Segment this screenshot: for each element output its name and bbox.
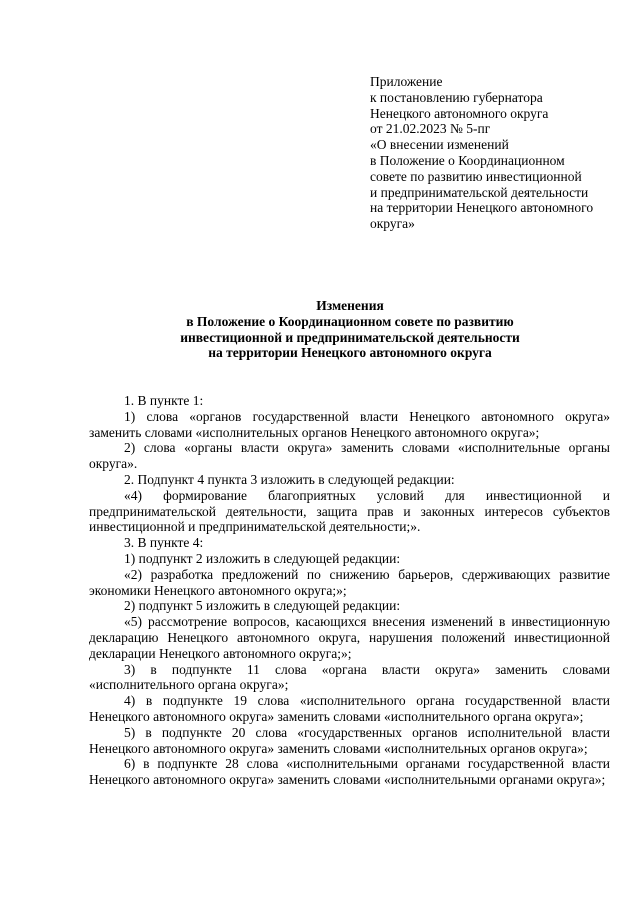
document-title bbox=[90, 298, 610, 361]
body-paragraph: 3. В пункте 4: bbox=[124, 535, 204, 551]
body-paragraph: 1) слова «органов государственной власти Ненецкого автономного округа» заменить словами «исполнительных органов Ненецкого автономного округа»; bbox=[89, 408, 610, 440]
body-paragraph: 2) подпункт 5 изложить в следующей редакции: bbox=[124, 598, 401, 614]
appendix-line: Приложение bbox=[370, 74, 443, 89]
document-body bbox=[89, 393, 610, 788]
body-paragraph: 5) в подпункте 20 слова «государственных органов исполнительной власти Ненецкого автономного округа» заменить словами «исполнительных органов округа»; bbox=[89, 724, 610, 756]
body-paragraph: 1) подпункт 2 изложить в следующей редакции: bbox=[124, 550, 401, 566]
appendix-line: совете по развитию инвестиционной bbox=[370, 168, 582, 184]
appendix-line: на территории Ненецкого автономного bbox=[370, 200, 594, 216]
appendix-line: от 21.02.2023 № 5-пг bbox=[370, 121, 491, 137]
appendix-header bbox=[370, 74, 630, 232]
title-line: в Положение о Координационном совете по развитию bbox=[186, 313, 514, 329]
appendix-line: и предпринимательской деятельности bbox=[370, 184, 589, 200]
appendix-line: «О внесении изменений bbox=[370, 137, 509, 153]
title-line: на территории Ненецкого автономного округа bbox=[208, 345, 492, 361]
body-paragraph: 1. В пункте 1: bbox=[124, 393, 204, 408]
body-paragraph: «4) формирование благоприятных условий для инвестиционной и предпринимательской деятельности, защита прав и законных интересов субъектов инвестиционной и предпринимательской деятельности;». bbox=[89, 487, 610, 535]
body-paragraph: 3) в подпункте 11 слова «органа власти округа» заменить словами «исполнительного органа округа»; bbox=[89, 661, 610, 693]
title-line: инвестиционной и предпринимательской деятельности bbox=[180, 329, 520, 345]
appendix-line: в Положение о Координационном bbox=[370, 152, 565, 168]
body-paragraph: 2. Подпункт 4 пункта 3 изложить в следующей редакции: bbox=[124, 471, 455, 487]
body-paragraph: 6) в подпункте 28 слова «исполнительными органами государственной власти Ненецкого автономного округа» заменить словами «исполнительными органами округа»; bbox=[89, 756, 610, 788]
body-paragraph: «5) рассмотрение вопросов, касающихся внесения изменений в инвестиционную декларацию Ненецкого автономного округа, нарушения положений инвестиционной декларации Ненецкого автономного округа;»; bbox=[89, 614, 610, 661]
appendix-line: округа» bbox=[370, 216, 415, 232]
appendix-line: Ненецкого автономного округа bbox=[370, 105, 549, 121]
body-paragraph: 4) в подпункте 19 слова «исполнительного органа государственной власти Ненецкого автономного округа» заменить словами «исполнительного органа округа»; bbox=[89, 693, 610, 724]
title-line: Изменения bbox=[316, 298, 384, 313]
body-paragraph: 2) слова «органы власти округа» заменить словами «исполнительные органы округа». bbox=[89, 440, 610, 472]
appendix-line: к постановлению губернатора bbox=[370, 89, 543, 105]
body-paragraph: «2) разработка предложений по снижению барьеров, сдерживающих развитие экономики Ненецкого автономного округа;»; bbox=[89, 566, 610, 598]
